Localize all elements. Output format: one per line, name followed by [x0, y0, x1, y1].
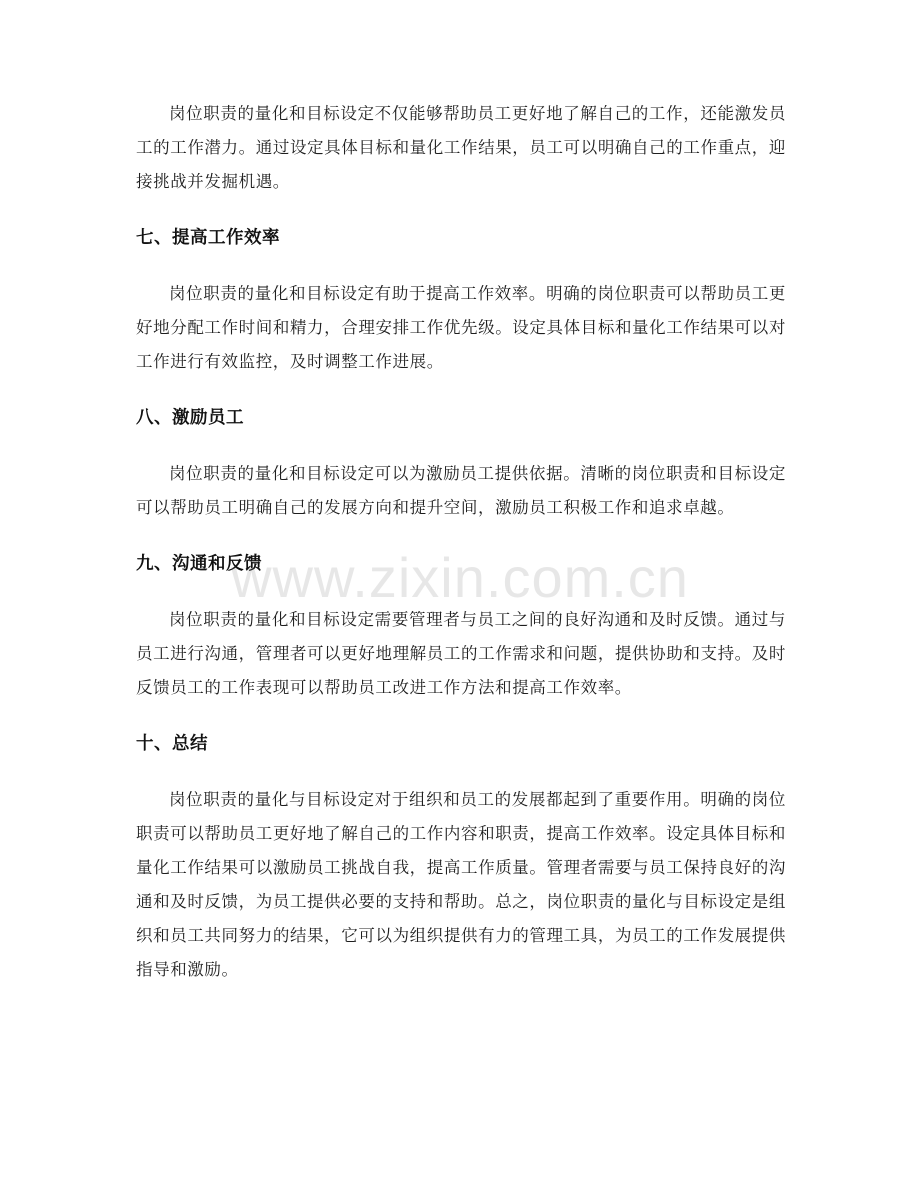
section-heading-10: 十、总结 [136, 734, 208, 754]
spacer [136, 761, 786, 783]
spacer [136, 705, 786, 727]
section-heading-7: 七、提高工作效率 [136, 228, 280, 248]
spacer [136, 581, 786, 603]
spacer [136, 199, 786, 221]
spacer [136, 435, 786, 457]
section-heading-8: 八、激励员工 [136, 408, 244, 428]
watermark-text: www.zixin.com.cn [231, 546, 689, 609]
intro-paragraph: 岗位职责的量化和目标设定不仅能够帮助员工更好地了解自己的工作，还能激发员工的工作潜力。通过设定具体目标和量化工作结果，员工可以明确自己的工作重点，迎接挑战并发掘机遇。 [136, 104, 786, 191]
spacer [136, 525, 786, 547]
section-paragraph-10: 岗位职责的量化与目标设定对于组织和员工的发展都起到了重要作用。明确的岗位职责可以帮助员工更好地了解自己的工作内容和职责，提高工作效率。设定具体目标和量化工作结果可以激励员工挑战自我，提高工作质量。管理者需要与员工保持良好的沟通和及时反馈，为员工提供必要的支持和帮助。总之，岗位职责的量化与目标设定是组织和员工共同努力的结果，它可以为组织提供有力的管理工具，为员工的工作发展提供指导和激励。 [136, 790, 786, 979]
section-paragraph-9: 岗位职责的量化和目标设定需要管理者与员工之间的良好沟通和及时反馈。通过与员工进行沟通，管理者可以更好地理解员工的工作需求和问题，提供协助和支持。及时反馈员工的工作表现可以帮助员工改进工作方法和提高工作效率。 [136, 610, 786, 697]
section-paragraph-7: 岗位职责的量化和目标设定有助于提高工作效率。明确的岗位职责可以帮助员工更好地分配工作时间和精力，合理安排工作优先级。设定具体目标和量化工作结果可以对工作进行有效监控，及时调整工作进展。 [136, 284, 786, 371]
spacer [136, 255, 786, 277]
section-paragraph-8: 岗位职责的量化和目标设定可以为激励员工提供依据。清晰的岗位职责和目标设定可以帮助员工明确自己的发展方向和提升空间，激励员工积极工作和追求卓越。 [136, 464, 786, 517]
section-heading-9: 九、沟通和反馈 [136, 554, 262, 574]
document-body [136, 97, 786, 987]
spacer [136, 379, 786, 401]
